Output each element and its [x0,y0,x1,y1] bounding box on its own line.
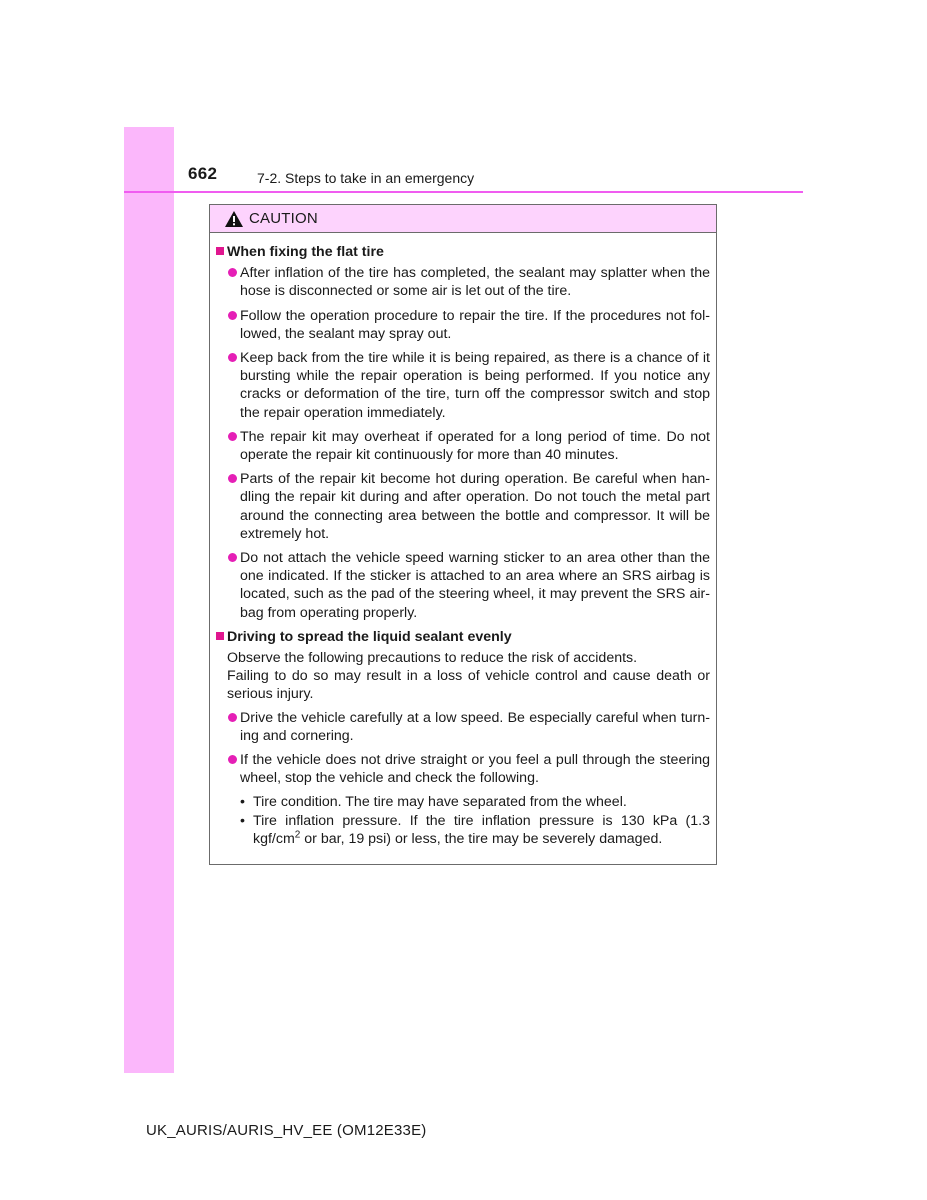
check-list-item [240,812,710,848]
circle-bullet-icon [228,432,237,441]
side-tab-band [124,127,174,1073]
dot-marker: • [240,794,245,811]
list-item: If the vehicle does not drive straight or you feel a pull through the steering wheel, stop the vehicle and check the following. [216,751,710,787]
check-list-item: • Tire condition. The tire may have separated from the wheel. [240,794,627,811]
section-heading: Driving to spread the liquid sealant evenly [216,628,710,646]
section-title: 7-2. Steps to take in an emergency [257,170,475,186]
header-rule [124,191,803,193]
dot-marker: • [240,812,245,829]
list-item: After inflation of the tire has completed, the sealant may splatter when the hose is disconnected or some air is let out of the tire. [216,264,710,300]
pressure-text-end: or bar, 19 psi) or less, the tire may be severely damaged. [300,830,663,847]
superscript: 2 [294,829,301,841]
list-item: Do not attach the vehicle speed warning sticker to an area other than the one indicated. If the sticker is attached to an area where an SRS airbag is located, such as the pad of the steering wheel, it may prevent the SRS air-bag from operating properly. [216,549,710,622]
circle-bullet-icon [228,553,237,562]
caution-body [210,233,716,848]
check-list [216,793,710,848]
list-item: Follow the operation procedure to repair the tire. If the procedures not fol-lowed, the sealant may spray out. [216,307,710,343]
intro-paragraph: Failing to do so may result in a loss of vehicle control and cause death or serious injury. [227,668,710,703]
list-item: Keep back from the tire while it is being repaired, as there is a chance of it bursting while the repair operation is being performed. If you notice any cracks or deformation of the tire, turn off the compressor switch and stop the repair operation immediately. [216,349,710,422]
caution-box [209,204,717,865]
caution-header [210,205,716,233]
list-item: Parts of the repair kit become hot during operation. Be careful when han-dling the repair kit during and after operation. Do not touch the metal part around the connecting area between the bottle and compressor. It will be extremely hot. [216,470,710,543]
circle-bullet-icon [228,311,237,320]
page-number: 662 [188,164,218,183]
square-bullet-icon [216,632,224,640]
circle-bullet-icon [228,474,237,483]
pressure-text: Tire inflation pressure. If the tire inflation pressure is 130 kPa (1.3 kgf/cm [253,812,710,847]
list-item: Drive the vehicle carefully at a low speed. Be especially careful when turn-ing and cornering. [216,709,710,745]
circle-bullet-icon [228,713,237,722]
square-bullet-icon [216,247,224,255]
intro-paragraph: Observe the following precautions to reduce the risk of accidents. [227,650,638,667]
list-item: The repair kit may overheat if operated for a long period of time. Do not operate the repair kit continuously for more than 40 minutes. [216,428,710,464]
section-heading: When fixing the flat tire [216,243,710,261]
warning-triangle-icon [224,210,249,228]
document-code: UK_AURIS/AURIS_HV_EE (OM12E33E) [146,1122,427,1139]
circle-bullet-icon [228,268,237,277]
circle-bullet-icon [228,353,237,362]
caution-title: CAUTION [249,210,318,227]
circle-bullet-icon [228,755,237,764]
